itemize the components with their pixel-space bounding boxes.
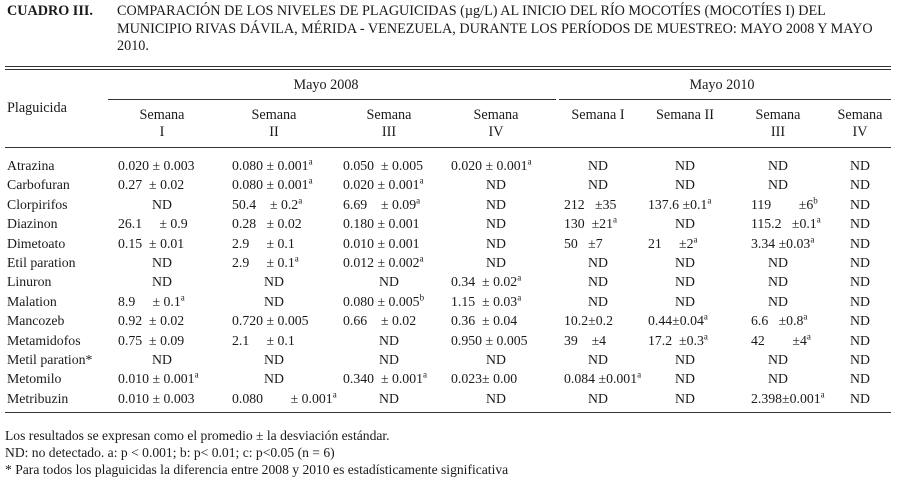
table-cell [343, 254, 424, 271]
column-header-week: Semana [139, 107, 185, 123]
table-cell [850, 390, 870, 407]
cell-value: 2.9 ± 0.1 [232, 255, 295, 270]
table-cell [264, 273, 284, 290]
group-rule-2010 [559, 99, 891, 100]
table-cell [751, 215, 821, 232]
cell-value: ND [152, 196, 172, 212]
cell-value: 42 ±4 [751, 332, 807, 348]
significance-superscript: a [416, 195, 421, 206]
row-label: Metamidofos [7, 332, 81, 348]
cell-value: 0.020 ± 0.001 [343, 177, 420, 193]
table-cell [648, 196, 711, 213]
table-cell [486, 254, 506, 271]
table-cell [264, 351, 284, 368]
table-cell [152, 273, 172, 290]
cell-value: 0.023± 0.00 [451, 371, 518, 387]
row-label: Dimetoato [7, 235, 66, 251]
significance-superscript: a [517, 292, 522, 303]
table-cell [768, 254, 788, 271]
table-cell [232, 390, 337, 407]
table-cell [751, 332, 811, 349]
cell-value: 0.75 ± 0.09 [118, 332, 185, 348]
table-cell [451, 370, 517, 387]
cell-value: 0.084 ±0.001 [564, 371, 638, 387]
cell-value: ND [486, 196, 506, 212]
table-cell [486, 196, 506, 213]
table-cell [264, 370, 284, 387]
cell-value: ND [850, 313, 870, 329]
cell-value: 0.080 ± 0.005 [343, 293, 420, 309]
table-cell [118, 332, 184, 349]
table-cell [232, 196, 302, 213]
cell-value: ND [850, 158, 870, 173]
table-cell [486, 215, 506, 232]
cell-value: ND [264, 293, 284, 309]
cell-value: ND [264, 371, 284, 387]
table-cell [451, 312, 517, 329]
table-cell [850, 235, 870, 252]
table-cell [675, 176, 695, 193]
table-cell [751, 235, 814, 252]
table-cell [675, 215, 695, 232]
table-cell [486, 390, 506, 407]
cell-value: ND [588, 293, 608, 309]
cell-value: ND [588, 390, 608, 406]
cell-value: 0.080 ± 0.001 [232, 390, 333, 406]
significance-superscript: a [703, 331, 708, 341]
footnote-line: ND: no detectado. a: p < 0.001; b: p< 0.01; c: p<0.05 (n = 6) [5, 445, 335, 461]
table-cell [850, 254, 870, 271]
table-cell [850, 293, 870, 310]
cell-value: ND [264, 352, 284, 367]
cell-value: 0.020 ± 0.003 [118, 158, 195, 173]
significance-superscript: a [419, 175, 424, 186]
column-header-week-number: IV [488, 124, 504, 140]
cell-value: ND [850, 390, 870, 406]
cell-value: ND [379, 352, 399, 367]
table-cell [232, 235, 295, 252]
significance-superscript: a [298, 195, 303, 206]
footnote-line: * Para todos los plaguicidas la diferencia entre 2008 y 2010 es estadísticamente significativa [5, 462, 509, 478]
table-cell [564, 370, 641, 387]
cell-value: 6.6 ±0.8 [751, 313, 804, 329]
table-cell [343, 370, 427, 387]
cell-value: ND [850, 352, 870, 367]
table-title: COMPARACIÓN DE LOS NIVELES DE PLAGUICIDAS (µg/L) AL INICIO DEL RÍO MOCOTÍES (MOCOTÍES I) DEL MUNICIPIO RIVAS DÁVILA, MÉRIDA - VENEZUELA, DURANTE LOS PERÍODOS DE MUESTREO: MAYO 2008 Y MAYO 2010. [117, 3, 873, 54]
table-cell [118, 215, 188, 232]
table-cell [343, 235, 420, 252]
cell-value: 137.6 ±0.1 [648, 196, 708, 212]
cell-value: ND [850, 371, 870, 387]
cell-value: ND [675, 293, 695, 309]
cell-value: 17.2 ±0.3 [648, 332, 704, 348]
cell-value: 0.340 ± 0.001 [343, 371, 424, 387]
table-cell [675, 370, 695, 387]
column-header-week: Semana [755, 107, 801, 123]
table-cell [588, 390, 608, 407]
significance-superscript: a [308, 156, 313, 167]
column-header-week-number: I [159, 124, 165, 140]
column-header-week-number: IV [852, 124, 868, 140]
cell-value: 0.050 ± 0.005 [343, 158, 424, 173]
cell-value: 119 ±6 [751, 196, 814, 212]
table-cell [451, 293, 521, 310]
table-cell [588, 157, 608, 174]
cell-value: ND [264, 274, 284, 290]
significance-superscript: a [810, 234, 815, 244]
row-label: Etil paration [7, 255, 76, 270]
table-bottom-rule [5, 412, 891, 413]
cell-value: ND [588, 255, 608, 270]
table-cell [343, 196, 420, 213]
cell-value: ND [768, 352, 788, 367]
table-cell [343, 157, 423, 174]
table-cell [648, 312, 708, 329]
cell-value: ND [486, 390, 506, 406]
cell-value: ND [850, 216, 870, 232]
cell-value: 26.1 ± 0.9 [118, 216, 188, 232]
cell-value: ND [768, 371, 788, 387]
table-cell [588, 293, 608, 310]
cell-value: ND [850, 235, 870, 251]
significance-superscript: a [419, 253, 424, 264]
table-cell [768, 157, 788, 174]
cell-value: ND [486, 352, 506, 367]
cell-value: 3.34 ±0.03 [751, 235, 811, 251]
row-label: Diazinon [7, 216, 58, 232]
significance-superscript: a [527, 156, 532, 167]
cell-value: ND [675, 390, 695, 406]
table-cell [850, 215, 870, 232]
table-cell [379, 390, 399, 407]
cell-value: ND [486, 255, 506, 270]
table-cell [564, 312, 613, 329]
significance-superscript: a [517, 272, 522, 283]
cell-value: 1.15 ± 0.03 [451, 293, 518, 309]
column-header-week: Semana II [656, 107, 714, 123]
table-cell [343, 215, 420, 232]
cell-value: ND [152, 255, 172, 270]
table-cell [118, 370, 199, 387]
significance-superscript: a [707, 195, 712, 206]
table-cell [751, 312, 807, 329]
cell-value: ND [675, 255, 695, 270]
table-cell [152, 196, 172, 213]
table-cell [850, 273, 870, 290]
table-cell [379, 273, 399, 290]
significance-superscript: a [816, 214, 821, 225]
table-cell [648, 332, 708, 349]
table-cell [768, 293, 788, 310]
cell-value: 0.66 ± 0.02 [343, 313, 417, 329]
cell-value: 8.9 ± 0.1 [118, 293, 181, 309]
significance-superscript: a [308, 175, 313, 186]
table-cell [850, 157, 870, 174]
significance-superscript: a [693, 234, 698, 244]
cell-value: 0.34 ± 0.02 [451, 274, 518, 290]
table-cell [768, 176, 788, 193]
row-label: Malation [7, 293, 57, 309]
table-cell [675, 157, 695, 174]
table-cell [232, 176, 313, 193]
group-rule-2008 [108, 99, 556, 100]
table-cell [675, 254, 695, 271]
cell-value: ND [675, 274, 695, 290]
cell-value: ND [588, 274, 608, 290]
table-cell [850, 196, 870, 213]
table-cell [486, 235, 506, 252]
table-cell [451, 273, 521, 290]
table-cell [118, 293, 185, 310]
cell-value: ND [675, 177, 695, 193]
cell-value: 10.2±0.2 [564, 313, 613, 329]
significance-superscript: a [180, 292, 185, 303]
column-header-week-number: III [381, 124, 397, 140]
table-cell [152, 351, 172, 368]
cell-value: ND [588, 352, 608, 367]
cell-value: 0.27 ± 0.02 [118, 177, 185, 193]
row-label: Linuron [7, 274, 52, 290]
table-top-rule-double [5, 69, 891, 70]
cell-value: ND [675, 216, 695, 232]
table-cell [850, 351, 870, 368]
significance-superscript: b [419, 292, 425, 303]
table-cell [564, 235, 603, 252]
column-group-may-2010: Mayo 2010 [689, 77, 755, 93]
cell-value: 50.4 ± 0.2 [232, 196, 299, 212]
cell-value: 130 ±21 [564, 216, 613, 232]
table-cell [232, 215, 302, 232]
row-label: Metil paration* [7, 352, 93, 367]
table-cell [588, 273, 608, 290]
cell-value: ND [768, 293, 788, 309]
column-header-week-number: III [770, 124, 786, 140]
significance-superscript: a [806, 331, 811, 341]
table-cell [232, 332, 295, 349]
table-cell [564, 332, 606, 349]
column-header-week: Semana [837, 107, 883, 123]
table-cell [118, 235, 184, 252]
table-cell [379, 332, 399, 349]
cell-value: ND [486, 216, 506, 232]
cell-value: ND [768, 158, 788, 173]
significance-superscript: a [803, 311, 808, 322]
cell-value: 0.080 ± 0.001 [232, 158, 309, 173]
cell-value: ND [675, 371, 695, 387]
table-cell [675, 273, 695, 290]
table-cell [379, 351, 399, 368]
significance-superscript: a [820, 389, 825, 400]
cell-value: ND [486, 235, 506, 251]
table-cell [850, 312, 870, 329]
cell-value: 0.950 ± 0.005 [451, 332, 528, 348]
cell-value: 0.92 ± 0.02 [118, 313, 185, 329]
table-cell [486, 176, 506, 193]
cell-value: ND [675, 352, 695, 367]
table-cell [451, 332, 528, 349]
cell-value: 0.44±0.04 [648, 313, 704, 329]
cell-value: 0.020 ± 0.001 [451, 158, 528, 173]
table-cell [343, 312, 416, 329]
table-cell [232, 254, 299, 271]
cell-value: ND [152, 274, 172, 290]
significance-superscript: a [332, 389, 337, 400]
table-cell [564, 196, 616, 213]
cell-value: 0.010 ± 0.001 [118, 371, 195, 387]
row-label: Metomilo [7, 371, 62, 387]
cell-value: 0.010 ± 0.001 [343, 235, 420, 251]
table-cell [675, 390, 695, 407]
table-cell [118, 390, 195, 407]
table-cell [768, 351, 788, 368]
table-cell [588, 254, 608, 271]
table-cell [768, 370, 788, 387]
cell-value: ND [850, 177, 870, 193]
cell-value: 212 ±35 [564, 196, 617, 212]
table-cell [232, 312, 309, 329]
table-cell [343, 293, 424, 310]
table-cell [648, 235, 698, 252]
cell-value: ND [850, 293, 870, 309]
table-cell [850, 370, 870, 387]
cell-value: 6.69 ± 0.09 [343, 196, 417, 212]
significance-superscript: b [813, 195, 818, 206]
column-group-may-2008: Mayo 2008 [293, 77, 359, 93]
table-cell [850, 176, 870, 193]
table-cell [451, 157, 532, 174]
column-header-week: Semana [473, 107, 519, 123]
table-cell [118, 176, 184, 193]
cell-value: ND [768, 177, 788, 193]
significance-superscript: a [637, 369, 642, 380]
cell-value: 0.28 ± 0.02 [232, 216, 302, 232]
cell-value: ND [379, 332, 399, 348]
row-label: Carbofuran [7, 177, 70, 193]
cell-value: ND [850, 255, 870, 270]
row-label: Clorpirifos [7, 196, 68, 212]
table-cell [564, 215, 617, 232]
cell-value: ND [152, 352, 172, 367]
column-header-pesticide: Plaguicida [7, 100, 67, 116]
cell-value: 50 ±7 [564, 235, 603, 251]
cell-value: 2.398±0.001 [751, 390, 821, 406]
cell-value: 0.15 ± 0.01 [118, 235, 185, 251]
table-cell [152, 254, 172, 271]
cell-value: ND [588, 158, 608, 173]
footnote-line: Los resultados se expresan como el promedio ± la desviación estándar. [5, 428, 390, 443]
column-header-week: Semana I [571, 107, 625, 123]
header-bottom-rule [5, 147, 891, 148]
cell-value: 115.2 ±0.1 [751, 216, 817, 232]
significance-superscript: a [294, 253, 299, 264]
table-top-rule [5, 66, 891, 67]
cell-value: ND [379, 390, 399, 406]
column-header-week: Semana [251, 107, 297, 123]
significance-superscript: a [194, 369, 199, 380]
row-label: Metribuzin [7, 390, 69, 406]
table-cell [232, 157, 313, 174]
cell-value: 0.720 ± 0.005 [232, 313, 309, 329]
cell-value: 21 ±2 [648, 235, 694, 251]
cell-value: ND [768, 255, 788, 270]
cell-value: 0.36 ± 0.04 [451, 313, 518, 329]
table-number: CUADRO III. [7, 3, 93, 19]
cell-value: ND [675, 158, 695, 173]
cell-value: 2.9 ± 0.1 [232, 235, 295, 251]
cell-value: 0.012 ± 0.002 [343, 255, 420, 270]
cell-value: ND [588, 177, 608, 193]
table-cell [486, 351, 506, 368]
table-cell [675, 293, 695, 310]
significance-superscript: a [423, 369, 428, 380]
table-cell [751, 390, 825, 407]
table-footnotes [5, 427, 508, 479]
cell-value: ND [768, 274, 788, 290]
cell-value: ND [850, 332, 870, 348]
table-cell [118, 312, 184, 329]
cell-value: 39 ±4 [564, 332, 607, 348]
column-header-week: Semana [366, 107, 412, 123]
significance-superscript: a [612, 214, 617, 225]
cell-value: ND [379, 274, 399, 290]
table-cell [343, 176, 424, 193]
table-cell [768, 273, 788, 290]
cell-value: 0.180 ± 0.001 [343, 216, 420, 232]
row-label: Atrazina [7, 158, 55, 173]
significance-superscript: a [703, 311, 708, 322]
table-cell [675, 351, 695, 368]
column-header-week-number: II [269, 124, 279, 140]
cell-value: ND [850, 196, 870, 212]
row-label: Mancozeb [7, 313, 65, 329]
table-cell [588, 176, 608, 193]
cell-value: 2.1 ± 0.1 [232, 332, 295, 348]
cell-value: 0.080 ± 0.001 [232, 177, 309, 193]
table-cell [118, 157, 195, 174]
table-cell [588, 351, 608, 368]
cell-value: ND [486, 177, 506, 193]
table-cell [850, 332, 870, 349]
table-cell [751, 196, 818, 213]
cell-value: 0.010 ± 0.003 [118, 390, 195, 406]
cell-value: ND [850, 274, 870, 290]
table-cell [264, 293, 284, 310]
